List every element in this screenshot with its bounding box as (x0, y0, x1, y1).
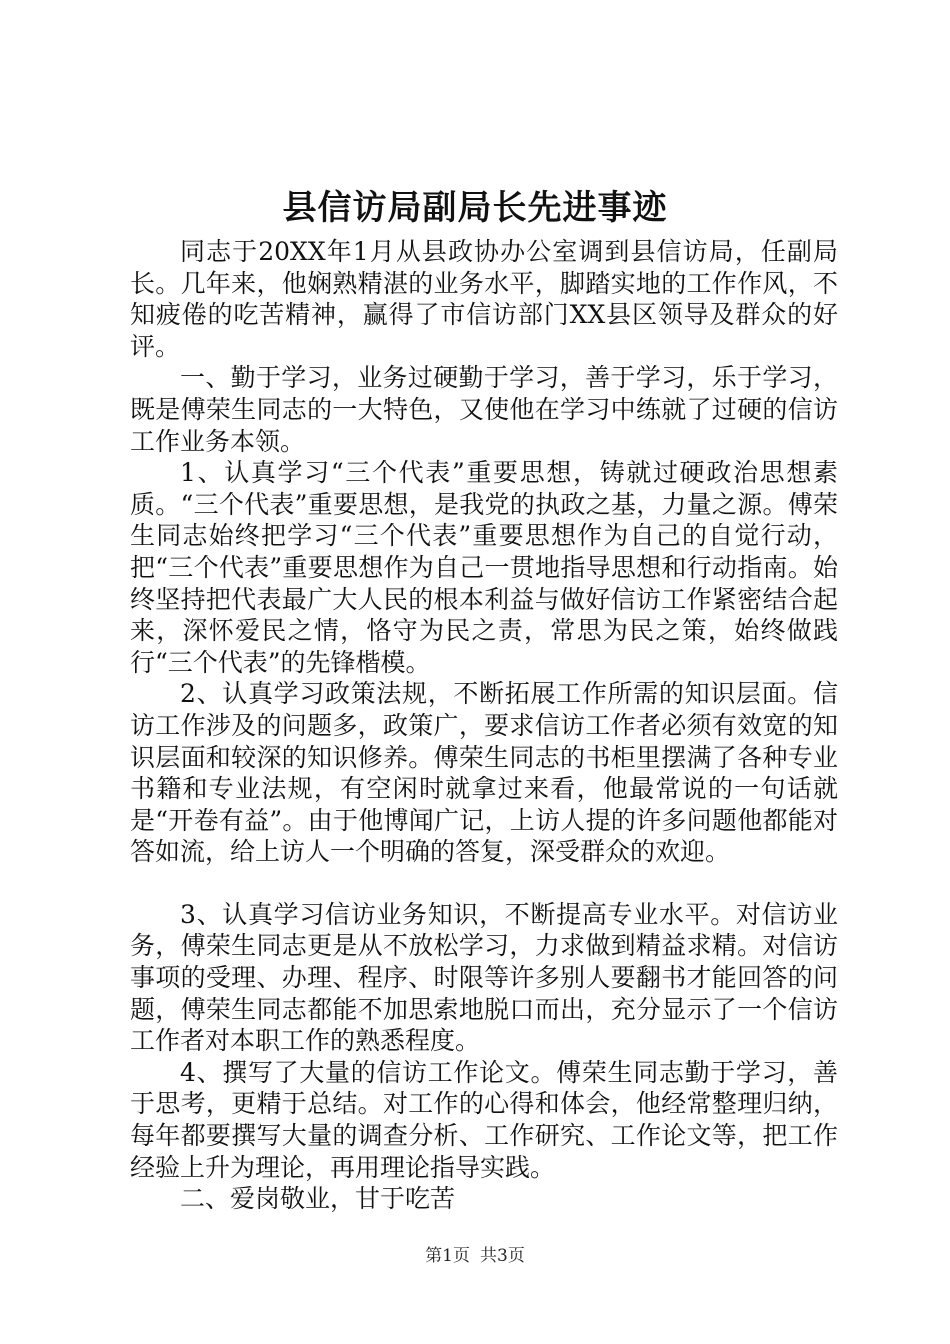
paragraph-item-4: 4、撰写了大量的信访工作论文。傅荣生同志勤于学习，善于思考，更精于总结。对工作的心得和体会，他经常整理归纳，每年都要撰写大量的调查分析、工作研究、工作论文等，把工作经验上升为理论，再用理论指导实践。 (130, 1057, 838, 1182)
paragraph-section-2-heading: 二、爱岗敬业，甘于吃苦 (180, 1184, 456, 1214)
paragraph-item-3: 3、认真学习信访业务知识，不断提高专业水平。对信访业务，傅荣生同志更是从不放松学习，力求做到精益求精。对信访事项的受理、办理、程序、时限等许多别人要翻书才能回答的问题，傅荣生同志都能不加思索地脱口而出，充分显示了一个信访工作者对本职工作的熟悉程度。 (130, 899, 838, 1056)
document-body (130, 236, 838, 1215)
page-number-current: 第1页 (425, 1246, 470, 1266)
page-number-total: 共3页 (480, 1246, 525, 1266)
paragraph-item-2: 2、认真学习政策法规，不断拓展工作所需的知识层面。信访工作涉及的问题多，政策广，要求信访工作者必须有效宽的知识层面和较深的知识修养。傅荣生同志的书柜里摆满了各种专业书籍和专业法规，有空闲时就拿过来看，他最常说的一句话就是“开卷有益”。由于他博闻广记，上访人提的许多问题他都能对答如流，给上访人一个明确的答复，深受群众的欢迎。 (130, 679, 838, 867)
paragraph-item-1: 1、认真学习“三个代表”重要思想，铸就过硬政治思想素质。“三个代表”重要思想，是我党的执政之基，力量之源。傅荣生同志始终把学习“三个代表”重要思想作为自己的自觉行动，把“三个代表”重要思想作为自己一贯地指导思想和行动指南。始终坚持把代表最广大人民的根本利益与做好信访工作紧密结合起来，深怀爱民之情，恪守为民之责，常思为民之策，始终做践行“三个代表”的先锋楷模。 (130, 458, 838, 677)
paragraph-section-1-heading: 一、勤于学习，业务过硬勤于学习，善于学习，乐于学习，既是傅荣生同志的一大特色，又使他在学习中练就了过硬的信访工作业务本领。 (130, 363, 838, 456)
paragraph-intro: 同志于20XX年1月从县政协办公室调到县信访局，任副局长。几年来，他娴熟精湛的业务水平，脚踏实地的工作作风，不知疲倦的吃苦精神，赢得了市信访部门XX县区领导及群众的好评。 (130, 237, 838, 361)
document-title: 县信访局副局长先进事迹 (282, 188, 668, 228)
page-footer (0, 1244, 950, 1268)
